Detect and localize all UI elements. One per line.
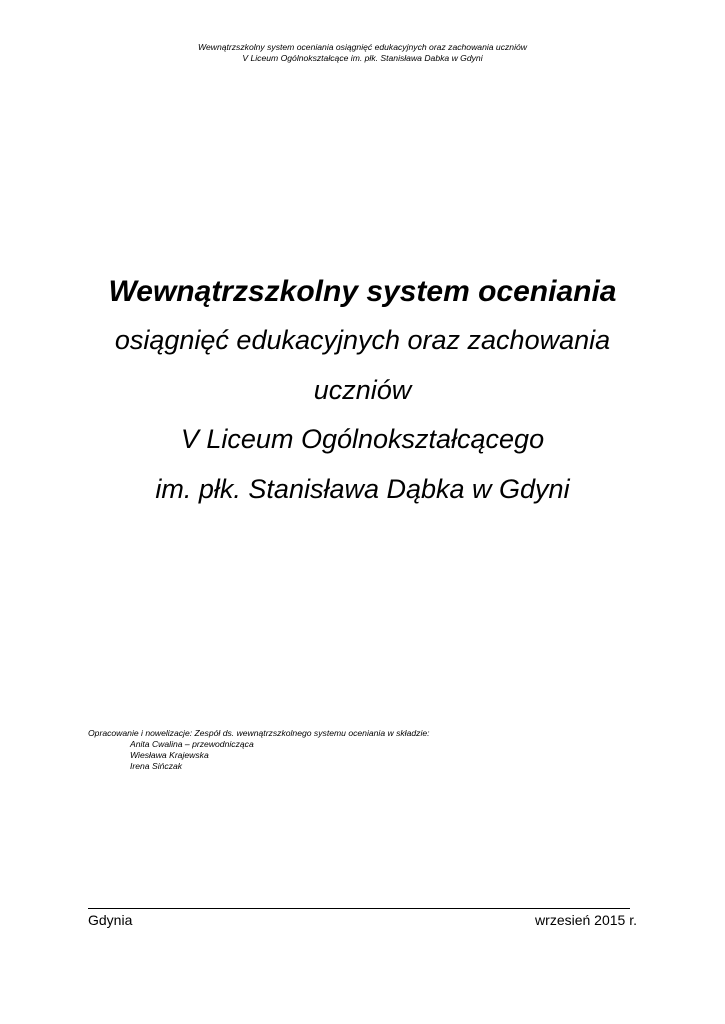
credits-member: Anita Cwalina – przewodnicząca: [130, 739, 254, 749]
title-line-1: osiągnięć edukacyjnych oraz zachowania: [114, 325, 611, 355]
header-line-1: Wewnątrzszkolny system oceniania osiągnięć edukacyjnych oraz zachowania uczniów: [198, 42, 527, 52]
document-title: [0, 268, 725, 514]
footer-place: Gdynia: [88, 912, 133, 928]
footer-divider: [88, 908, 630, 909]
credits-member: Wiesława Krajewska: [130, 750, 209, 760]
title-line-2: uczniów: [313, 374, 412, 405]
credits-member: Irena Sińczak: [130, 761, 183, 771]
title-main: Wewnątrzszkolny system oceniania: [108, 275, 617, 308]
title-line-4: im. płk. Stanisława Dąbka w Gdyni: [155, 473, 570, 504]
credits: [88, 728, 430, 772]
credits-heading: Opracowanie i nowelizacje: Zespół ds. wewnątrzszkolnego systemu oceniania w składzie:: [88, 728, 430, 738]
footer-date: wrzesień 2015 r.: [535, 912, 637, 928]
title-line-3: V Liceum Ogólnokształcącego: [180, 424, 545, 454]
header-line-2: V Liceum Ogólnokształcące im. płk. Stanisława Dabka w Gdyni: [242, 53, 483, 63]
page-header: [0, 42, 725, 64]
